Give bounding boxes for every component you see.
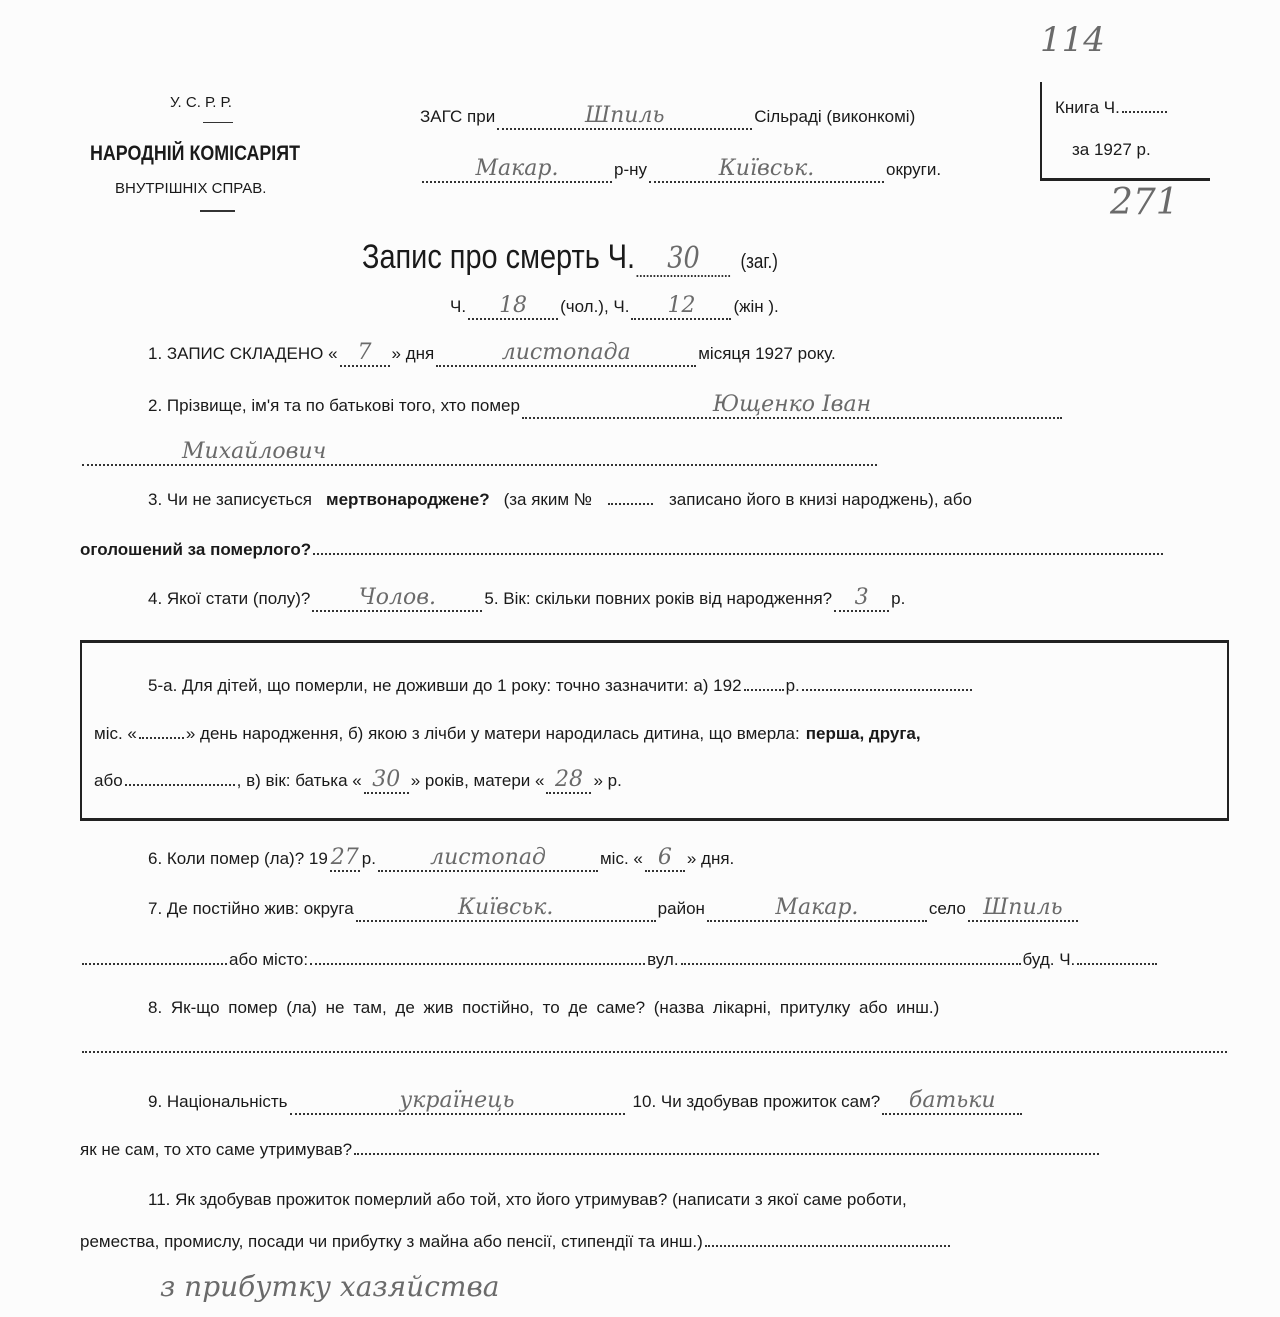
hw-zags-okruga: Київськ.	[649, 157, 884, 183]
hw-record-number: 30	[637, 243, 731, 277]
i6-c: міс. «	[599, 849, 643, 868]
item-5a-line3	[94, 768, 622, 794]
i7-f: буд. Ч.	[1022, 950, 1076, 969]
item-8: 8. Як-що помер (ла) не там, де жив постійно, то де саме? (назва лікарні, притулку або инш.)	[148, 998, 940, 1017]
hw-livelihood: батьки	[882, 1089, 1022, 1115]
i4-label: 4. Якої стати (полу)?	[148, 589, 311, 608]
i2-label: 2. Прізвище, ім'я та по батькові того, хто помер	[148, 396, 520, 415]
i5a-l3c: » років, матери «	[410, 771, 545, 790]
hw-income-source: з прибутку хазяйства	[160, 1270, 500, 1303]
hw-female-count: 12	[631, 294, 731, 320]
hw-archive-side: 271	[1110, 182, 1179, 223]
i3-e: оголошений за померлого?	[80, 540, 312, 559]
item-11-cont	[80, 1232, 952, 1252]
hw-male-count: 18	[468, 294, 558, 320]
i7-a: 7. Де постійно жив: округа	[148, 899, 354, 918]
book-label: Книга Ч.	[1055, 98, 1120, 117]
i7-d: або місто:	[229, 950, 309, 969]
hw-death-month: листопад	[378, 846, 598, 872]
i5a-l3a: або	[94, 771, 123, 790]
female-label: (жін ).	[733, 297, 779, 316]
zags-suffix: Сільраді (виконкомі)	[754, 107, 916, 126]
divider	[200, 210, 235, 212]
okrugy-label: округи.	[886, 160, 942, 179]
i3-d: записано його в книзі народжень), або	[669, 490, 972, 509]
i11-l2: ремества, промислу, посади чи прибутку з майна або пенсії, стипендії та инш.)	[80, 1232, 703, 1251]
commissariat-label: НАРОДНІЙ КОМІСАРІЯТ	[90, 142, 301, 165]
i7-e: вул.	[647, 950, 679, 969]
form-title	[362, 238, 778, 277]
hw-zags-village: Шпиль	[497, 104, 752, 130]
i1-prefix: 1. ЗАПИС СКЛАДЕНО «	[148, 344, 338, 363]
hw-mother-age: 28	[546, 768, 591, 794]
i5-suffix: р.	[891, 589, 906, 608]
item-2-cont	[80, 440, 879, 466]
title-suffix: (заг.)	[740, 251, 778, 273]
hw-archive-top: 114	[1040, 20, 1105, 60]
ch-label: Ч.	[450, 297, 467, 316]
hw-raion: Макар.	[707, 896, 927, 922]
item-2	[148, 393, 1064, 419]
i10-follow: як не сам, то хто саме утримував?	[80, 1140, 353, 1159]
i1-mid: » дня	[391, 344, 435, 363]
item-3	[148, 490, 972, 510]
i9-label: 9. Національність	[148, 1092, 288, 1111]
item-7-cont	[80, 950, 1159, 970]
item-4-5	[148, 586, 905, 612]
i5a-l3d: » р.	[593, 771, 622, 790]
i7-b: район	[657, 899, 705, 918]
i7-c: село	[928, 899, 966, 918]
item-11: 11. Як здобував прожиток померлий або той, хто його утримував? (написати з якої саме роботи,	[148, 1190, 907, 1209]
title-text: Запис про смерть Ч.	[362, 238, 636, 276]
rnu-label: р-ну	[614, 160, 648, 179]
raion-okruga-line	[420, 157, 941, 183]
i5a-l2a: міс. «	[94, 724, 137, 743]
i3-c: (за яким №	[503, 490, 592, 509]
department-label: ВНУТРІШНІХ СПРАВ.	[115, 180, 267, 197]
i6-b: р.	[361, 849, 376, 868]
hw-month: листопада	[436, 341, 696, 367]
book-number	[1055, 98, 1169, 118]
hw-death-year: 27	[330, 845, 359, 870]
i3-a: 3. Чи не записується	[148, 490, 312, 509]
divider	[203, 122, 233, 123]
item-9-10	[148, 1089, 1024, 1115]
i6-d: » дня.	[686, 849, 735, 868]
book-year: за 1927 р.	[1072, 140, 1151, 159]
i5a-l1: 5-а. Для дітей, що померли, не доживши до 1 року: точно зазначити: а) 192	[148, 676, 742, 695]
item-6	[148, 846, 734, 872]
i5a-l3b: , в) вік: батька «	[236, 771, 362, 790]
i10-label: 10. Чи здобував прожиток сам?	[632, 1092, 881, 1111]
hw-death-day: 6	[645, 846, 685, 872]
book-box	[1040, 82, 1210, 181]
hw-father-age: 30	[364, 768, 409, 794]
hw-day: 7	[340, 341, 390, 367]
male-label: (чол.), Ч.	[560, 297, 630, 316]
hw-selo: Шпиль	[968, 896, 1078, 922]
hw-okruga: Київськ.	[356, 896, 656, 922]
item-5a-line2	[94, 724, 921, 744]
hw-sex: Чолов.	[312, 586, 482, 612]
i1-suffix: місяця 1927 року.	[698, 344, 836, 363]
item-8-cont	[80, 1050, 1229, 1053]
republic-label: У. С. Р. Р.	[170, 94, 232, 111]
i5a-l1b: р.	[785, 676, 800, 695]
item-1	[148, 341, 836, 367]
i5a-l2c: перша, друга,	[805, 724, 921, 743]
hw-age: 3	[834, 586, 889, 612]
i3-b: мертвонароджене?	[326, 490, 490, 509]
i5a-l2b: » день народження, б) якою з лічби у матери народилась дитина, що вмерла:	[185, 724, 800, 743]
i6-a: 6. Коли помер (ла)? 19	[148, 849, 328, 868]
item-5a-line1	[148, 676, 974, 696]
zags-line	[420, 104, 915, 130]
item-10-cont	[80, 1140, 1101, 1160]
hw-name1: Ющенко Іван	[522, 393, 1062, 419]
i5-label: 5. Вік: скільки повних років від народження?	[484, 589, 833, 608]
zags-prefix: ЗАГС при	[420, 107, 496, 126]
hw-name2: Михайлович	[82, 440, 877, 466]
item-7	[148, 896, 1080, 922]
counts-line	[450, 294, 779, 320]
item-3-cont	[80, 540, 1165, 560]
hw-zags-raion: Макар.	[422, 157, 612, 183]
hw-nationality: українець	[290, 1089, 625, 1115]
